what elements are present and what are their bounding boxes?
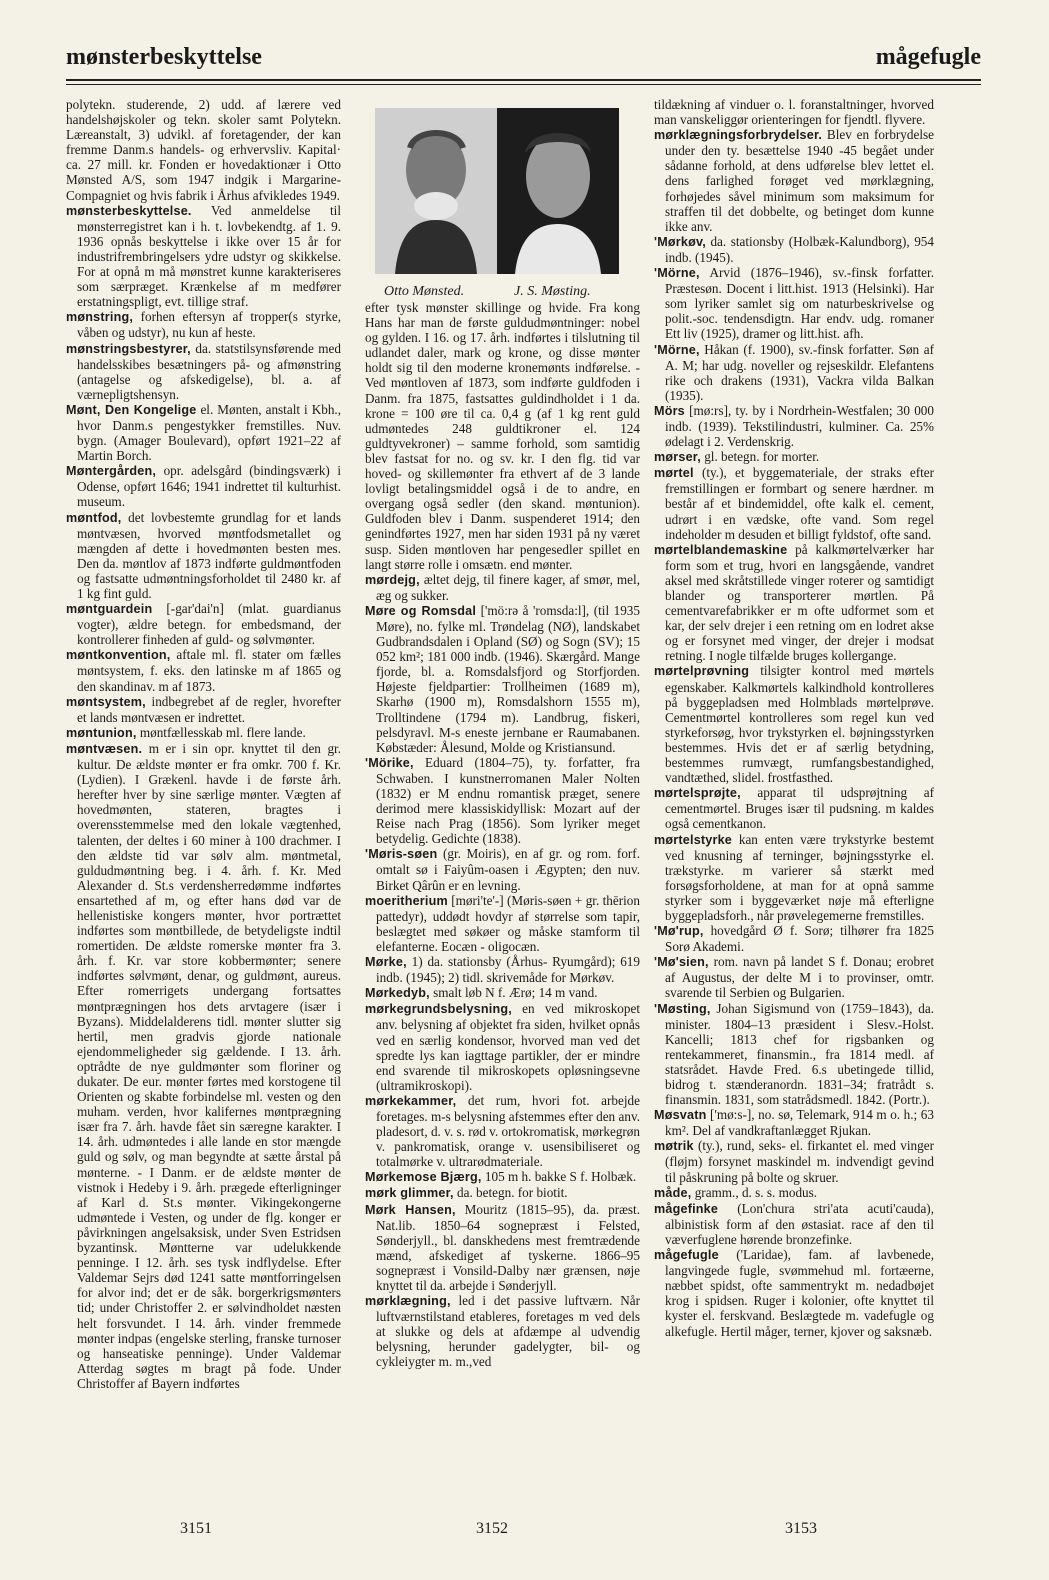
entry-text: Eduard (1804–75), ty. forfatter, fra Schwaben. I kunstnerromanen Maler Nolten (1832) er M endnu romantisk præget, senere derimod mere klassiskidyllisk: Mozart auf der Reise nach Prag (1856). Som lyriker meget betydelig. Gedichte (1838). (376, 754, 640, 847)
entry-headword: 'Mörne, (654, 266, 700, 281)
header-right-guideword: mågefugle (875, 44, 981, 70)
portrait-otto-monsted (375, 108, 497, 274)
dictionary-entry (66, 694, 341, 725)
entry-text: ['mö:rə å 'romsda:l], (til 1935 Møre), no. fylke ml. Trøndelag (NØ), landskabet Gudbrandsdalen i Opland (SØ) og Sogn (SV); 15 052 km²; 181 000 indb. (1946). Skærgård. Mange fjorde, bl. a. Romsdalsfjord og Storfjorden. Højeste fjeldpartier: Trollheimen (1689 m), Skarhø (1900 m), Romsdalshorn 1555 m), Trolltindene (1794 m). Landbrug, fiskeri, pelsdyravl. M-s eneste jernbane er Raumabanen. Købstæder: Ålesund, Molde og Kristiansund. (376, 602, 640, 755)
dictionary-entry (365, 1185, 640, 1201)
entry-headword: mørtelprøvning (654, 664, 750, 679)
entry-text: på kalkmørtelværker har form som et trug, hvori en langsgående, vandret aksel med skråtstillede vinger roterer og samtidigt blander og transporterer mørtlen. På cementvarefabrikker er m ofte udformet som et kar, der selv drejer i een retning om en lodret akse og er forsynet med vinger, der drejer i modsat retning. I nogle tilfælde bruges kollergange. (665, 541, 934, 664)
entry-headword: Mørke, (365, 955, 407, 970)
entry-headword: Mørk Hansen, (365, 1202, 456, 1217)
entry-headword: mørtelstyrke (654, 832, 732, 847)
dictionary-entry (66, 601, 341, 647)
entry-headword: mågefinke (654, 1201, 719, 1216)
entry-text: æltet dejg, til finere kager, af smør, mel, æg og sukker. (376, 571, 640, 603)
dictionary-entry (654, 954, 934, 1000)
dictionary-entry (654, 832, 934, 924)
entry-text: apparat til udsprøjtning af cementmørtel. Bruges især til pudsning. m kaldes også cementkanon. (665, 785, 934, 832)
column-3 (654, 97, 934, 1339)
entry-headword: møntunion, (66, 725, 137, 740)
dictionary-entry (654, 465, 934, 541)
entry-text: [mø:rs], ty. by i Nordrhein-Westfalen; 30 000 indb. (1939). Tekstilindustri, kulminer. Ca. 25% ødelagt i 2. Verdenskrig. (665, 402, 934, 450)
entry-text: en ved mikroskopet anv. belysning af objektet fra siden, hvilket opnås ved en særlig kondensor, hvorved man ved det spredte lys kan iagttage partikler, der er mindre end svarende til mikroskopets opløsningsevne (ultramikroskopi). (376, 1001, 640, 1093)
page-number-3: 3153 (785, 1520, 817, 1537)
entry-headword: 'Mø'rup, (654, 924, 704, 939)
entry-text: da. stationsby (Holbæk-Kalundborg), 954 indb. (1945). (665, 233, 934, 265)
entry-text: polytekn. studerende, 2) udd. af lærere ved handelshøjskoler og tekn. skoler samt Polytekn. Læreanstalt, 3) udvikl. af foretagender, der kan fremme Danm.s handels- og erhvervsliv. Kapital· ca. 27 mill. kr. Fonden er hovedaktionær i Otto Mønsted A/S, som 1947 indgik i Margarine-Compagniet og hvis fabrik i Århus afvikledes 1949. (66, 97, 341, 203)
dictionary-entry (365, 603, 640, 755)
entry-headword: møntvæsen. (66, 741, 143, 756)
dictionary-entry (654, 449, 934, 465)
entry-headword: Mønt, Den Kongelige (66, 402, 197, 417)
dictionary-entry (654, 1001, 934, 1108)
dictionary-entry (365, 1169, 640, 1185)
entry-headword: Mörs (654, 403, 685, 418)
entry-headword: mønstring, (66, 310, 134, 325)
entry-text: rom. navn på landet S f. Donau; erobret af Augustus, der delte M i to provinser, omtr. svarende til Serbien og Bulgarien. (665, 954, 934, 1001)
dictionary-entry (654, 234, 934, 265)
entry-text: møntfællesskab ml. flere lande. (136, 724, 306, 740)
entry-headword: Mørkedyb, (365, 986, 430, 1001)
entry-headword: mørdejg, (365, 572, 420, 587)
dictionary-entry (654, 97, 934, 127)
entry-text: tilsigter kontrol med mørtels egenskaber. Kalkmørtels kalkindhold kontrolleres på byggepladsen med Holmblads mørtelprøve. Cementmørtel kontrolleres som regel kun ved styrkeforsøg, hvor trykstyrken el. bøjningsstyrken bestemmes. Hvis det er af særlig betydning, bestemmes rumvægt, rumfangsbestandighed, vandtæthed, slidel. frostfasthed. (665, 663, 934, 786)
dictionary-entry (654, 1247, 934, 1339)
entry-headword: 'Mörne, (654, 342, 700, 357)
entry-headword: måde, (654, 1185, 692, 1200)
entry-text: det rum, hvori fot. arbejde foretages. m-s belysning afstemmes efter den anv. pladesort, d. v. s. rød v. ortokromatisk, mørkegrøn v. pankromatisk, orange v. usensibiliseret og totalmørke v. ultrarødmateriale. (376, 1092, 640, 1170)
entry-text: da. betegn. for biotit. (453, 1185, 568, 1201)
entry-text: (gr. Moiris), en af gr. og rom. forf. omtalt sø i Faiyûm-oasen i Ægypten; den nuv. Birket Qârûn er en levning. (376, 846, 640, 893)
dictionary-entry (66, 463, 341, 509)
entry-headword: Møre og Romsdal (365, 603, 477, 618)
dictionary-entry (654, 542, 934, 664)
entry-text: Mouritz (1815–95), da. præst. Nat.lib. 1850–64 sognepræst i Felsted, Sønderjyll., bl. danskhedens mest fremtrædende mænd, afskediget af tyskerne. 1866–95 sognepræst i Vonsild-Dalby nær grænsen, nøje knyttet til da. arbejde i Sønderjyll. (376, 1201, 641, 1293)
entry-headword: Møntergården, (66, 464, 157, 479)
dictionary-entry (66, 309, 341, 340)
entry-headword: møntkonvention, (66, 648, 171, 663)
dictionary-entry (654, 923, 934, 954)
entry-headword: mørk glimmer, (365, 1186, 454, 1201)
photo-caption-1: Otto Mønsted. (384, 284, 465, 299)
dictionary-entry (66, 203, 341, 310)
dictionary-entry (365, 1202, 640, 1294)
page-header (66, 44, 981, 78)
entry-text: forhen eftersyn af tropper(s styrke, våben og udstyr), nu kun af heste. (77, 309, 341, 341)
entry-text: gl. betegn. for morter. (700, 449, 820, 465)
entry-text: [-gar'dai'n] (mlat. guardianus vogter), ældre betegn. for embedsmand, der kontrollerer finheden af guld- og sølvmønter. (77, 601, 341, 648)
portrait-j-s-mosting (497, 108, 619, 274)
entry-text: opr. adelsgård (bindingsværk) i Odense, opført 1646; 1941 indrettet til kulturhist. museum. (77, 463, 341, 510)
page-number-1: 3151 (180, 1520, 212, 1537)
entry-headword: møtrik (654, 1139, 694, 1154)
dictionary-entry (365, 954, 640, 985)
photo-caption-2: J. S. Møsting. (514, 284, 591, 299)
dictionary-entry (654, 1201, 934, 1247)
entry-text: led i det passive luftværn. Når luftværnstilstand etableres, foretages m ved dels at slukke og dels at afdæmpe al udvendig belysning, herunder gadelygter, bil- og cykleiygter m. m.,ved (376, 1293, 640, 1370)
header-rule (66, 79, 981, 81)
entry-text: 105 m h. bakke S f. Holbæk. (481, 1169, 637, 1185)
entry-text: ('Laridae), fam. af lavbenede, langvingede fugle, svømmehud ml. fortæerne, næbbet spidst, ofte sammentrykt m. nedadbøjet krog i spidsen. Ruger i kolonier, ofte knyttet til kyster el. ferskvand. Beslægtede m. vadefugle og alkefugle. Hertil måger, terner, kjover og saksnæb. (665, 1247, 934, 1339)
entry-headword: mørkegrundsbelysning, (365, 1002, 512, 1017)
dictionary-entry (654, 785, 934, 831)
dictionary-entry (654, 1185, 934, 1201)
entry-headword: mønsterbeskyttelse. (66, 203, 192, 218)
entry-headword: mørkekammer, (365, 1093, 457, 1108)
dictionary-entry (365, 300, 640, 572)
entry-text: [møri'te'-] (Møris-søen + gr. thērion pattedyr), uddødt hovdyr af størrelse som tapir, beslægtet med søkøer og måske stamform til elefanterne. Eocæn - oligocæn. (376, 892, 640, 954)
entry-text: aftale ml. fl. stater om fælles møntsystem, f. eks. den latinske m af 1865 og den skandinav. m af 1873. (77, 647, 341, 694)
column-2 (365, 300, 640, 1370)
entry-text: kan enten være trykstyrke bestemt ved knusning af terninger, bøjningsstyrke el. trækstyrke. m varierer så stærkt med forsøgsforholdene, at man for at opnå samme styrker som i byggeværket nøje må efterligne byggepladsforh., når prøvelegemerne fremstilles. (665, 831, 934, 923)
entry-headword: Møsvatn (654, 1108, 707, 1123)
entry-headword: mønstringsbestyrer, (66, 341, 191, 356)
header-rule-thin (66, 84, 981, 85)
entry-headword: møntguardein (66, 602, 153, 617)
entry-text: Blev en forbrydelse under den ty. besættelse 1940 -45 begået under sådanne forhold, at dens udførelse blev lettet el. dens farlighed forøget ved mørklægning, forhøjedes såvel minimum som maksimum for straffen til det dobbelte, og betinget dom kunne ikke anv. (665, 127, 934, 234)
entry-text: ['mø:s-], no. sø, Telemark, 914 m o. h.; 63 km². Del af vandkraftanlægget Rjukan. (665, 1107, 934, 1139)
dictionary-entry (365, 572, 640, 603)
dictionary-entry (365, 1093, 640, 1169)
entry-headword: moeritherium (365, 893, 448, 908)
dictionary-entry (66, 97, 341, 203)
dictionary-entry (66, 647, 341, 693)
entry-headword: 'Møris-søen (365, 847, 438, 862)
page-number-2: 3152 (476, 1520, 508, 1537)
entry-headword: mørser, (654, 450, 701, 465)
entry-headword: 'Møsting, (654, 1001, 711, 1016)
dictionary-entry (66, 725, 341, 741)
dictionary-entry (66, 741, 341, 1391)
entry-text: Ved anmeldelse til mønsterregistret kan i h. t. lovbekendtg. af 1. 9. 1936 opnås beskyttelse i ikke over 15 år for industrifrembringelsers ydre udstyr og skikkelse. For at opnå m må mønstret kunne karakteriseres som særpræget. Krænkelse af m medfører erstatningspligt, evt. tillige straf. (77, 202, 341, 310)
entry-headword: 'Mørkøv, (654, 234, 706, 249)
entry-text: indbegrebet af de regler, hvorefter et lands møntvæsen er indrettet. (77, 693, 341, 725)
dictionary-entry (365, 893, 640, 954)
entry-text: Arvid (1876–1946), sv.-finsk forfatter. Præstesøn. Docent i litt.hist. 1913 (Helsinki). Har som lyriker samlet sig om naturbeskrivelse og polit.-soc. tendensdigtn. Har endv. udg. romaner Ett liv (1925), dramer og litt.hist. afh. (665, 265, 934, 342)
dictionary-entry (365, 1293, 640, 1369)
dictionary-entry (365, 1001, 640, 1093)
entry-text: smalt løb N f. Ærø; 14 m vand. (429, 985, 598, 1001)
entry-text: el. Mønten, anstalt i Kbh., hvor Danm.s pengestykker fremstilles. Nuv. bygn. (Amager Boulevard), opført 1921–22 af Martin Borch. (77, 401, 342, 464)
dictionary-entry (66, 402, 341, 463)
entry-text: da. statstilsynsførende med handelsskibes besætningers på- og afmønstring (antagelse og afskedigelse), bl. a. af værnepligtshensyn. (77, 340, 341, 402)
entry-headword: mørtelblandemaskine (654, 542, 788, 557)
entry-headword: mørklægningsforbrydelser. (654, 128, 823, 143)
dictionary-entry (66, 510, 341, 602)
entry-text: gramm., d. s. s. modus. (691, 1184, 818, 1200)
dictionary-entry (66, 341, 341, 402)
dictionary-entry (654, 403, 934, 449)
entry-headword: 'Mörike, (365, 755, 414, 770)
entry-headword: møntfod, (66, 510, 122, 525)
entry-text: Håkan (f. 1900), sv.-finsk forfatter. Søn af A. M; har udg. noveller og rejseskildr. Elefantens rike och drakens (1931), Vackra vilda Balkan (1935). (665, 341, 934, 403)
column-1 (66, 97, 341, 1391)
entry-headword: mørklægning, (365, 1294, 451, 1309)
entry-text: Johan Sigismund von (1759–1843), da. minister. 1804–13 præsident i Slesv.-Holst. Kancelli; 1813 chef for rigsbanken og rentekammeret, finansmin., fra 1814 medl. af statsrådet. Havde Fred. 6.s ubetingede tillid, bidrog t. stænderanordn. 1831–34; fratrådt s. finansmin. 1831, som statrådsmedl. 1842. (Portr.). (665, 1000, 934, 1108)
entry-headword: Mørkemose Bjærg, (365, 1170, 482, 1185)
entry-text: (ty.), rund, seks- el. firkantet el. med vinger (fløjm) forsynet maskindel m. indvendigt gevind til påskruning på bolte og skruer. (665, 1138, 934, 1185)
entry-headword: møntsystem, (66, 694, 146, 709)
entry-headword: mørtelsprøjte, (654, 786, 741, 801)
entry-headword: mørtel (654, 466, 694, 481)
entry-text: efter tysk mønster skillinge og hvide. Fra kong Hans har man de første guldudmøntninger: nobel og gylden. I 16. og 17. årh. indførtes i tilslutning til udlandet daler, mark og krone, og disse mønter holdt sig til den moderne kronemønts indførelse. - Ved møntloven af 1873, som indførte guldfoden i Danm. fra 1875, fastsattes guldindholdet i 1 da. krone = 100 øre til ca. 0,4 g (af 1 kg rent guld udmøntedes 248 guldtikroner el. 124 guldtyvekroner) – samme forhold, som samtidig blev fastsat for no. og sv. kr. I den flg. tid var hoved- og skillemønter fra ethvert af de 3 lande lovligt betalingsmiddel også i de to andre, en overgang også sedler (den skand. møntunion). Guldfoden blev i Danm. suspenderet 1914; den genindførtes 1927, men har siden 1931 på ny været susp. Siden møntloven har pengesedler spillet en langt større rolle i omsætn. end mønter. (365, 300, 640, 572)
entry-text: hovedgård Ø f. Sorø; tilhører fra 1825 Sorø Akademi. (665, 923, 934, 955)
dictionary-entry (654, 1138, 934, 1184)
dictionary-entry (654, 342, 934, 403)
entry-text: 1) da. stationsby (Århus- Ryumgård); 619 indb. (1945); 2) tidl. skrivemåde for Mørkøv. (376, 954, 640, 986)
entry-headword: mågefugle (654, 1248, 719, 1263)
dictionary-entry (654, 1107, 934, 1138)
dictionary-entry (365, 755, 640, 847)
dictionary-entry (365, 985, 640, 1001)
entry-text: (ty.), et byggemateriale, der straks efter fremstillingen er formbart og senere hærdner. m består af et bindemiddel, ofte kalk el. cement, udrørt i en vædske, ofte vand. Som regel indeholder m desuden et billigt fyldstof, ofte sand. (665, 465, 934, 542)
dictionary-entry (654, 663, 934, 785)
entry-text: tildækning af vinduer o. l. foranstaltninger, hvorved man vanskeliggør orienteringen for fjendtl. flyvere. (654, 97, 934, 128)
entry-text: (Lon'chura stri'ata acuti'cauda), albinistisk form af den østasiat. race af den til væverfuglene hørende bronzefinke. (665, 1200, 934, 1247)
entry-headword: 'Mø'sien, (654, 955, 709, 970)
dictionary-entry (654, 265, 934, 341)
dictionary-entry (365, 846, 640, 892)
entry-text: det lovbestemte grundlag for et lands møntvæsen, hvorved møntfodsmetallet og mængden af dette i hovedmønten besten mes. Den da. møntlov af 1873 indførte guldmøntfoden og fastsatte udmøntningsforholdet til 2480 kr. af 1 kg fint guld. (77, 509, 341, 601)
dictionary-entry (654, 127, 934, 234)
entry-text: m er i sin opr. knyttet til den gr. kultur. De ældste mønter er fra omkr. 700 f. Kr. (Lydien). I Grækenl. havde i de første årh. herefter hver by sine særlige mønter. Vægten af hovedmønten, stateren, bragtes i overensstemmelse med den lokale vægtenhed, talenten, der deltes i 60 miner à 100 drachmer. I den ældste tid var sølv alm. møntmetal, guldudmøntning beg. i 4. årh. f. Kr. Med Alexander d. St.s verdensherredømme indførtes ensartethed af m, og efter hans død var de hellenistiske kongers mønter, hvor portrættet indførtes som møntbillede, de betydeligste indtil romertiden. De ældste romerske mønter fra 3. årh. f. Kr. var store kobbermønter; senere indførtes sølvmønt, denar, og guldmønt, aureus. Efter romerrigets undergang fortsattes møntprægningen hos dets arvtagere (især i Byzans). Middelalderens tidl. mønter slutter sig hertil, men gradvis gjorde nationale ejendommeligheder sig gældende. I 13. årh. optrådte de nye guldmønter som floriner og dukater. De eur. mønter førtes med korstogene til Orienten og skabte forbindelse ml. vesten og den muham. verden, hvor kalifernes møntprægning især fra 7. årh. havde fået sin særegne karakter. I 14. årh. udmøntedes i alle lande en stor mængde guld og sølv, og man begyndte at sætte årstal på mønterne. - I Danm. er de ældste mønter de vistnok i Hedeby i 9. årh. prægede efterligninger af Karl d. St.s mønter. Vikingekongerne udmøntede i Vesten, og under de flg. konger er påvirkningen angelsaksisk, under Sven Estridsen byzantinsk. Møntterne var udelukkende penninge. I 12. årh. ses tysk indflydelse. Efter Valdemar Sejrs død 1241 satte møntforringelsen for alvor ind; det er de såk. borgerkrigsmønters tid; under Christoffer 2. er sølvindholdet næsten helt forsvundet. I 14. årh. vinder fremmede mønter indpas (engelske sterling, franske turnoser og hanseatiske penninge). Under Valdemar Atterdag søgtes m bragt på fode. Under Christoffer af Bayern indførtes (77, 740, 341, 1391)
header-left-guideword: mønsterbeskyttelse (66, 44, 262, 70)
